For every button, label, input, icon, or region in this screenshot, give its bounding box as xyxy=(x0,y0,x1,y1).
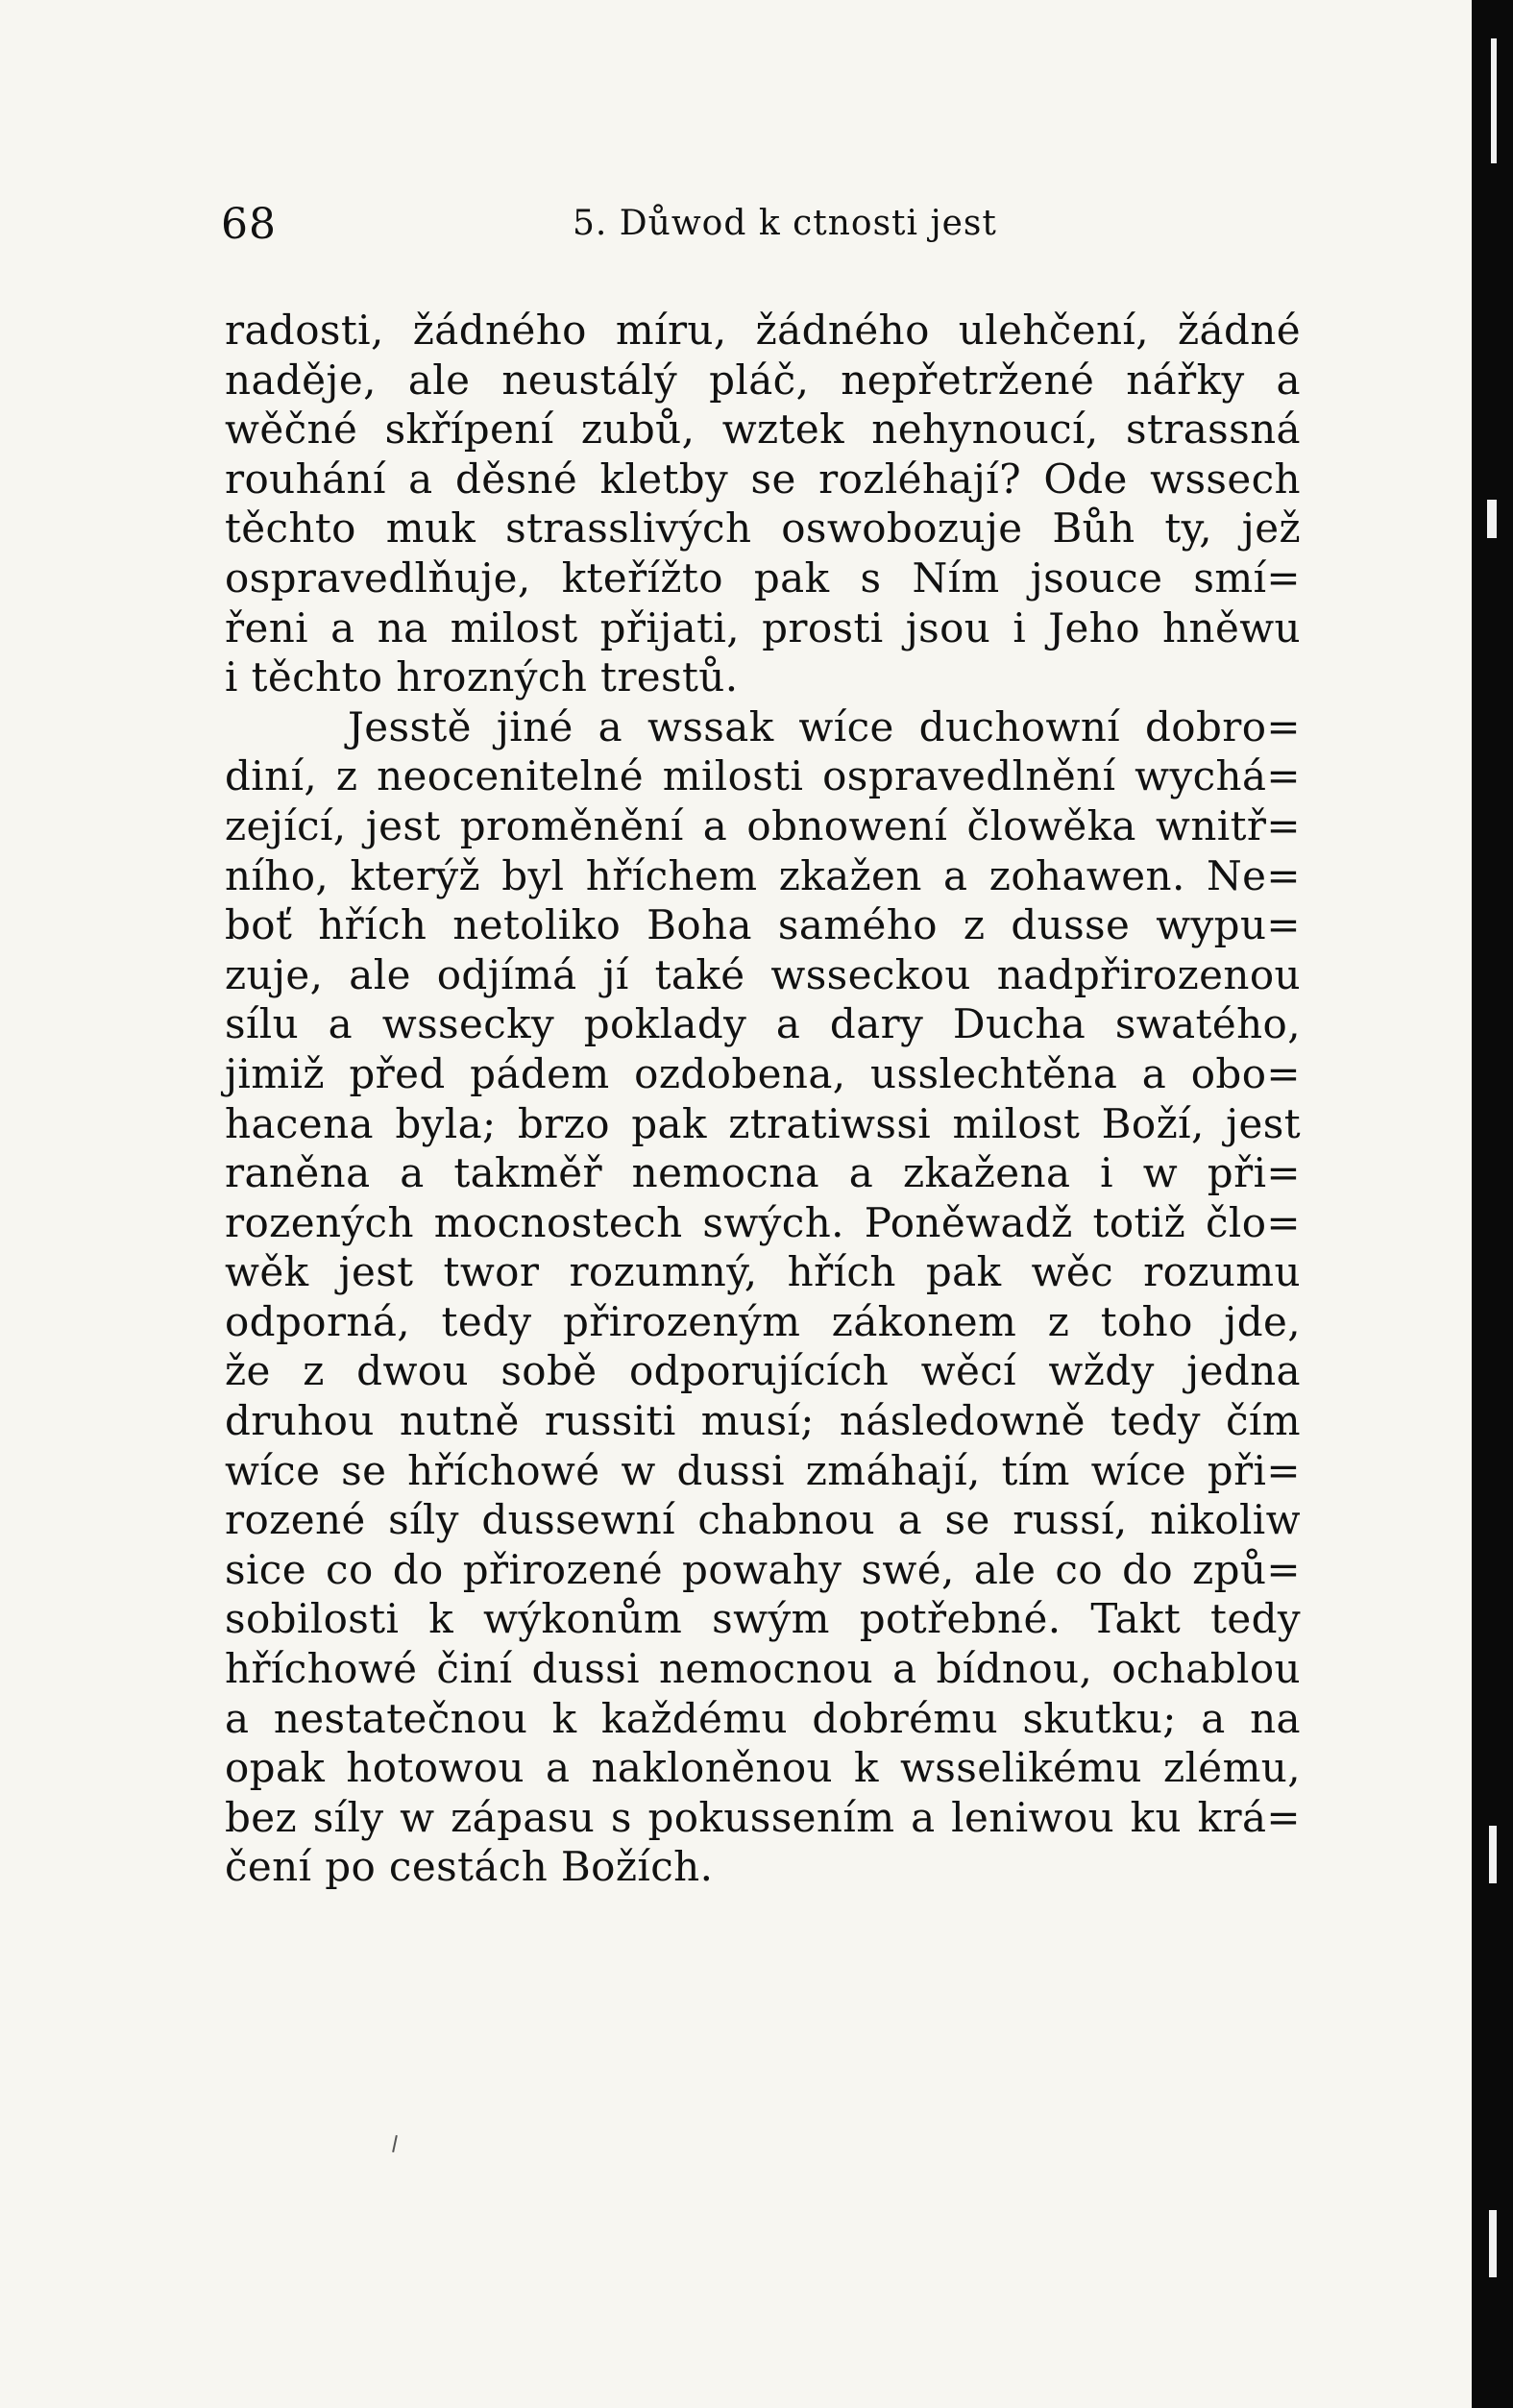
text-line: sílu a wssecky poklady a dary Ducha swatého, xyxy=(225,1000,1301,1048)
page-edge-mark xyxy=(1487,500,1497,538)
paragraph-first-line: Jesstě jiné a wssak wíce duchowní dobro= xyxy=(348,702,1301,750)
text-line: wěk jest twor rozumný, hřích pak wěc rozumu xyxy=(225,1248,1301,1296)
text-line: wěčné skřípení zubů, wztek nehynoucí, strassná xyxy=(225,405,1301,454)
scan-edge-shadow xyxy=(1472,0,1513,2408)
text-line: opak hotowou a nakloněnou k wsselikému zlému, xyxy=(225,1744,1301,1792)
text-line: sice co do přirozené powahy swé, ale co do způ= xyxy=(225,1545,1301,1593)
text-line: raněna a takměř nemocna a zkažena i w při= xyxy=(225,1149,1301,1197)
page-edge-mark xyxy=(1489,2210,1497,2277)
text-line: wíce se hříchowé w dussi zmáhají, tím wíce při= xyxy=(225,1446,1301,1494)
text-line: druhou nutně russiti musí; následowně tedy čím xyxy=(225,1397,1301,1445)
text-line: ospravedlňuje, kteřížto pak s Ním jsouce smí= xyxy=(225,553,1301,602)
text-line: že z dwou sobě odporujících wěcí wždy jedna xyxy=(225,1347,1301,1395)
running-title: 5. Důwod k ctnosti jest xyxy=(573,204,997,243)
text-line: hříchowé činí dussi nemocnou a bídnou, ochablou xyxy=(225,1645,1301,1693)
text-line: čení po cestách Božích. xyxy=(225,1843,714,1891)
text-line: odporná, tedy přirozeným zákonem z toho jde, xyxy=(225,1297,1301,1345)
text-line: hacena byla; brzo pak ztratiwssi milost Boží, jest xyxy=(225,1099,1301,1147)
text-line: ního, kterýž byl hříchem zkažen a zohawen. Ne= xyxy=(225,851,1301,899)
body-text xyxy=(225,306,1301,1892)
text-line: rozených mocnostech swých. Poněwadž totiž člo= xyxy=(225,1198,1301,1246)
text-line: zející, jest proměnění a obnowení člowěka wnitř= xyxy=(225,801,1301,849)
page-edge-mark xyxy=(1489,1826,1497,1883)
text-line: sobilosti k wýkonům swým potřebné. Takt tedy xyxy=(225,1595,1301,1643)
text-line: těchto muk strasslivých oswobozuje Bůh ty, jež xyxy=(225,504,1301,553)
text-line: zuje, ale odjímá jí také wsseckou nadpřirozenou xyxy=(225,950,1301,998)
text-line: rouhání a děsné kletby se rozléhají? Ode wssech xyxy=(225,455,1301,503)
text-line: jimiž před pádem ozdobena, usslechtěna a obo= xyxy=(225,1049,1301,1097)
text-line: boť hřích netoliko Boha samého z dusse wypu= xyxy=(225,901,1301,949)
text-line: rozené síly dussewní chabnou a se russí, nikoliw xyxy=(225,1496,1301,1544)
page-number: 68 xyxy=(221,200,277,249)
text-line: radosti, žádného míru, žádného ulehčení, žádné xyxy=(225,307,1301,354)
running-head xyxy=(0,192,1472,250)
text-line: diní, z neocenitelné milosti ospravedlnění wychá= xyxy=(225,752,1301,800)
text-line: bez síly w zápasu s pokussením a leniwou ku krá= xyxy=(225,1793,1301,1841)
text-line: naděje, ale neustálý pláč, nepřetržené nářky a xyxy=(225,356,1301,404)
page-edge-mark xyxy=(1491,38,1497,163)
text-line: i těchto hrozných trestů. xyxy=(225,653,739,701)
text-line: řeni a na milost přijati, prosti jsou i Jeho hněwu xyxy=(225,603,1301,651)
text-line: a nestatečnou k každému dobrému skutku; a na xyxy=(225,1694,1301,1742)
